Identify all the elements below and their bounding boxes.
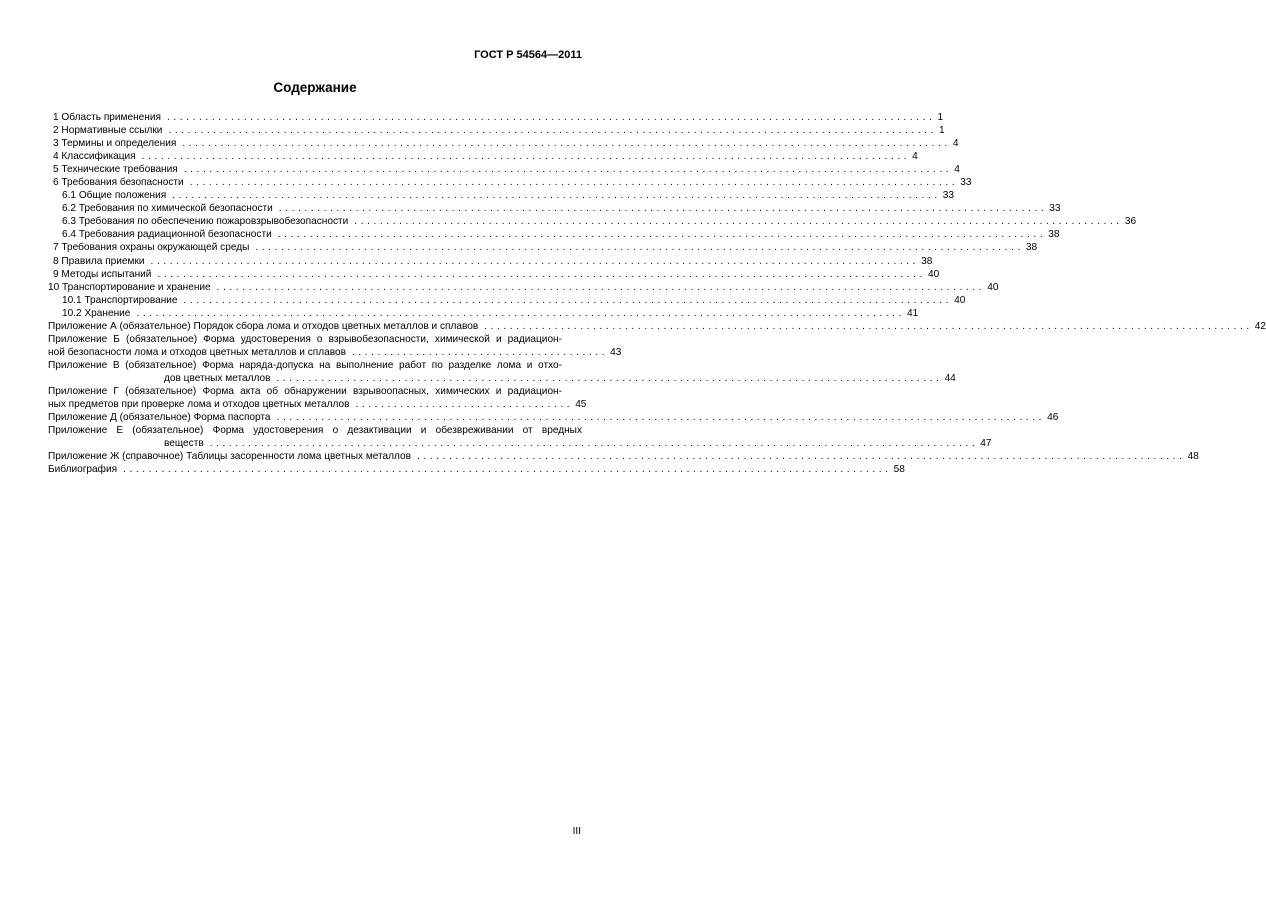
toc-entry-text: 10 Транспортирование и хранение: [48, 281, 211, 293]
toc-entry: [48, 281, 999, 294]
toc-entry: [48, 202, 1061, 215]
toc-entry: [48, 228, 1060, 241]
toc-entry: [48, 255, 933, 268]
toc-entry-text: 1 Область применения: [53, 112, 161, 123]
toc-entry-text: 3 Термины и определения: [53, 138, 177, 150]
leader-dots: ........................................................................................................................: [136, 307, 905, 319]
toc-entry-text: Библиография: [48, 464, 118, 476]
toc-entry: [48, 189, 955, 202]
toc-entry-text: Приложение Е (обязательное) Форма удостоверения о дезактивации и обезвреживании от вредных: [48, 425, 582, 437]
toc-entry: [48, 307, 919, 320]
toc-entry: [48, 111, 944, 124]
toc-entry-text: 6.4 Требования радиационной безопасности: [62, 229, 272, 241]
toc-entry-page: 46: [1047, 412, 1059, 424]
toc-entry: [48, 150, 918, 163]
toc-entry-page: 4: [952, 138, 959, 150]
toc-entry: [48, 124, 945, 137]
leader-dots: ........................................................................................................................: [278, 203, 1048, 215]
toc-entry-page: 38: [921, 255, 933, 267]
toc-entry-text: 2 Нормативные ссылки: [53, 125, 163, 137]
leader-dots: ........................................................................................................................: [209, 438, 979, 450]
toc-entry-page: 38: [1025, 242, 1038, 254]
leader-dots: ........................................................................................................................: [182, 138, 951, 150]
leader-dots: ........................................................................................................................: [276, 412, 1046, 424]
toc-entry: [48, 450, 1199, 463]
toc-entry-text-continued: веществ: [164, 438, 204, 450]
leader-dots: ........................................................................................................................: [168, 125, 937, 137]
leader-dots: ........................................................................................................................: [157, 268, 926, 280]
toc-entry: [48, 424, 992, 450]
toc-entry-text: 8 Правила приемки: [53, 255, 145, 267]
toc-entry: [48, 333, 622, 359]
toc-entry: [48, 320, 1266, 333]
page-number: III: [572, 826, 581, 837]
toc-entry-text: 5 Технические требования: [53, 164, 178, 176]
leader-dots: ........................................................................................................................: [277, 229, 1047, 241]
toc-entry-text-continued: ной безопасности лома и отходов цветных металлов и сплавов: [48, 346, 346, 358]
toc-entry-text: Приложение Ж (справочное) Таблицы засоренности лома цветных металлов: [48, 451, 412, 463]
toc-entry-page: 4: [912, 151, 918, 163]
toc-entry-text: Приложение А (обязательное) Порядок сбора лома и отходов цветных металлов и сплавов: [48, 320, 479, 332]
leader-dots: ........................................................................................................................: [484, 320, 1253, 332]
toc-entry: [48, 463, 905, 476]
toc-entry-text: Приложение Г (обязательное) Форма акта об обнаружении взрывоопасных, химических и радиацион-: [48, 385, 562, 397]
toc-entry-page: 44: [944, 372, 956, 384]
toc-entry-text: 4 Классификация: [53, 151, 136, 163]
toc-entry: [48, 359, 956, 385]
toc-entry-text: 6.1 Общие положения: [62, 190, 167, 202]
leader-dots: ..................................: [355, 399, 574, 411]
toc-entry-text: 7 Требования охраны окружающей среды: [53, 242, 250, 254]
toc-entry-page: 43: [610, 346, 622, 358]
toc-entry: [48, 163, 960, 176]
toc-entry: [48, 294, 966, 307]
leader-dots: ........................................................................................................................: [172, 190, 941, 202]
toc-entry: [48, 215, 1137, 228]
leader-dots: ........................................................................................................................: [123, 464, 892, 476]
toc-entry-page: 42: [1254, 320, 1266, 332]
leader-dots: ........................................................................................................................: [417, 451, 1186, 463]
leader-dots: ........................................................................................................................: [189, 177, 959, 189]
toc-entry-text: 6 Требования безопасности: [53, 177, 184, 189]
toc-entry-page: 33: [1049, 203, 1061, 215]
leader-dots: ........................................................................................................................: [183, 164, 953, 176]
leader-dots: ........................................................................................................................: [354, 216, 1123, 228]
leader-dots: ........................................................................................................: [276, 372, 943, 384]
toc-entry-page: 1: [937, 112, 944, 123]
document-code: ГОСТ Р 54564—2011: [474, 49, 582, 61]
toc-entry-text: 6.3 Требования по обеспечению пожаровзрывобезопасности: [62, 216, 349, 228]
toc-entry-page: 47: [980, 438, 992, 450]
toc-entry-page: 40: [927, 268, 940, 280]
leader-dots: ........................................................................................................................: [166, 112, 936, 123]
toc-entry-page: 41: [906, 307, 919, 319]
toc-entry: [48, 241, 1038, 254]
toc-entry: [48, 268, 940, 281]
toc-entry: [48, 137, 959, 150]
leader-dots: ........................................................................................................................: [183, 294, 953, 306]
toc-entry-page: 38: [1048, 229, 1060, 241]
toc-entry: [48, 176, 972, 189]
toc-entry-page: 45: [575, 399, 587, 411]
toc-entry-page: 58: [893, 464, 905, 476]
toc-entry-text-continued: ных предметов при проверке лома и отходов цветных металлов: [48, 399, 350, 411]
leader-dots: ........................................: [351, 346, 609, 358]
toc-entry-page: 48: [1187, 451, 1199, 463]
toc-entry-page: 33: [942, 190, 955, 202]
toc-entry-page: 1: [938, 125, 945, 137]
toc-entry-text: 9 Методы испытаний: [53, 268, 152, 280]
table-of-contents: [48, 111, 1266, 476]
leader-dots: ........................................................................................................................: [150, 255, 920, 267]
toc-entry-text: 10.2 Хранение: [62, 307, 131, 319]
toc-entry: [48, 411, 1059, 424]
toc-entry-page: 36: [1124, 216, 1137, 228]
leader-dots: ........................................................................................................................: [255, 242, 1024, 254]
toc-entry-text: Приложение В (обязательное) Форма наряда-допуска на выполнение работ по разделке лома и отхо-: [48, 359, 562, 371]
toc-entry-text: Приложение Д (обязательное) Форма паспорта: [48, 412, 271, 424]
leader-dots: ........................................................................................................................: [216, 281, 986, 293]
toc-entry-page: 4: [954, 164, 960, 176]
toc-entry-page: 40: [987, 281, 999, 293]
page-title: Содержание: [273, 80, 357, 95]
toc-entry-text: 10.1 Транспортирование: [62, 294, 178, 306]
toc-entry-text-continued: дов цветных металлов: [164, 372, 271, 384]
leader-dots: ........................................................................................................................: [141, 151, 911, 163]
toc-entry-text: Приложение Б (обязательное) Форма удостоверения о взрывобезопасности, химической и радиацион-: [48, 333, 562, 345]
toc-entry-page: 33: [960, 177, 972, 189]
toc-entry-text: 6.2 Требования по химической безопасности: [62, 203, 273, 215]
toc-entry: [48, 385, 587, 411]
toc-entry-page: 40: [954, 294, 966, 306]
